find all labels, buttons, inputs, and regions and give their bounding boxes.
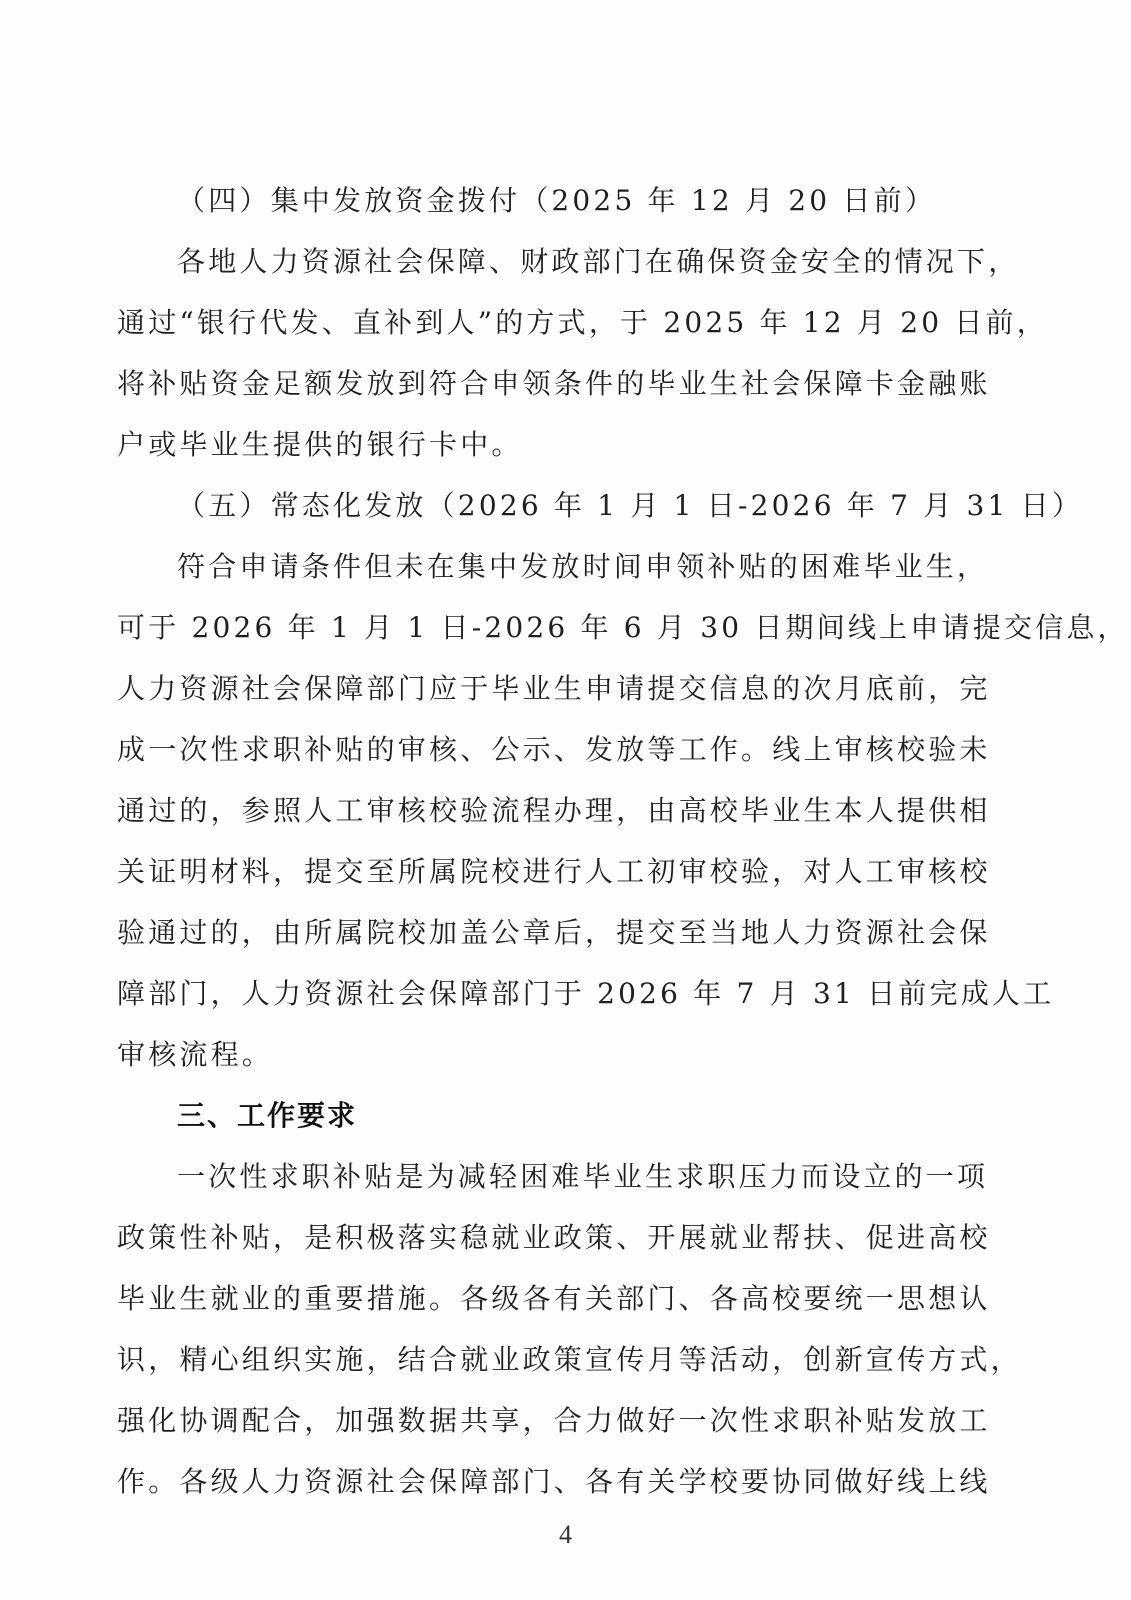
paragraph-line: 政策性补贴，是积极落实稳就业政策、开展就业帮扶、促进高校: [117, 1221, 991, 1254]
paragraph-line: 关证明材料，提交至所属院校进行人工初审校验，对人工审核校: [117, 855, 991, 888]
paragraph-line: 毕业生就业的重要措施。各级各有关部门、各高校要统一思想认: [117, 1282, 991, 1315]
paragraph-line: 符合申请条件但未在集中发放时间申领补贴的困难毕业生，: [177, 550, 989, 583]
paragraph-line: 户或毕业生提供的银行卡中。: [117, 428, 523, 461]
paragraph-line: 人力资源社会保障部门应于毕业生申请提交信息的次月底前，完: [117, 672, 991, 705]
paragraph-line: 验通过的，由所属院校加盖公章后，提交至当地人力资源社会保: [117, 916, 991, 949]
subsection-heading-5: （五）常态化发放（2026 年 1 月 1 日-2026 年 7 月 31 日）: [177, 489, 1084, 522]
paragraph-line: 通过“银行代发、直补到人”的方式，于 2025 年 12 月 20 日前，: [117, 306, 1048, 339]
paragraph-line: 可于 2026 年 1 月 1 日-2026 年 6 月 30 日期间线上申请提交信息，: [117, 611, 1129, 644]
paragraph-line: 通过的，参照人工审核校验流程办理，由高校毕业生本人提供相: [117, 794, 991, 827]
paragraph-line: 各地人力资源社会保障、财政部门在确保资金安全的情况下，: [177, 245, 1020, 278]
paragraph-line: 将补贴资金足额发放到符合申领条件的毕业生社会保障卡金融账: [117, 367, 991, 400]
paragraph-line: 一次性求职补贴是为减轻困难毕业生求职压力而设立的一项: [177, 1160, 989, 1193]
subsection-heading-4: （四）集中发放资金拨付（2025 年 12 月 20 日前）: [177, 184, 937, 217]
paragraph-line: 成一次性求职补贴的审核、公示、发放等工作。线上审核校验未: [117, 733, 991, 766]
paragraph-line: 障部门，人力资源社会保障部门于 2026 年 7 月 31 日前完成人工: [117, 977, 1055, 1010]
paragraph-line: 审核流程。: [117, 1038, 274, 1071]
section-heading-3: 三、工作要求: [177, 1099, 358, 1132]
page-number: 4: [559, 1520, 572, 1549]
paragraph-line: 强化协调配合，加强数据共享，合力做好一次性求职补贴发放工: [117, 1404, 991, 1437]
paragraph-line: 识，精心组织实施，结合就业政策宣传月等活动，创新宣传方式，: [117, 1343, 1022, 1376]
paragraph-line: 作。各级人力资源社会保障部门、各有关学校要协同做好线上线: [117, 1465, 991, 1498]
